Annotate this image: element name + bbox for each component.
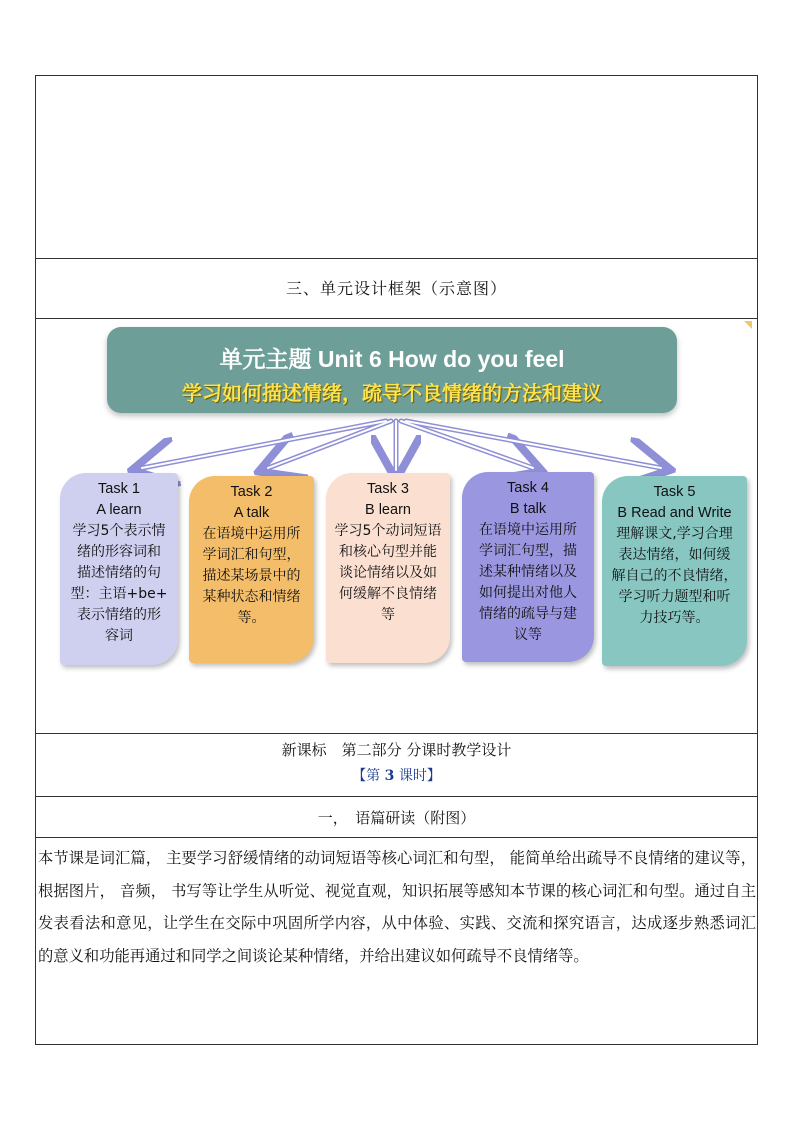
task-3-line: 等 [381, 607, 395, 623]
task-2-card [189, 476, 314, 663]
task-4-line: 在语境中运用所 [479, 522, 577, 538]
task-1-line: 容词 [105, 628, 133, 644]
lesson-num: 3 [384, 768, 395, 784]
task-1-line: 型：主语+be+ [70, 586, 168, 602]
task-3-sub: B learn [365, 502, 411, 518]
unit-theme-subtitle: 学习如何描述情绪，疏导不良情绪的方法和建议 [182, 381, 602, 405]
corner-decoration [744, 321, 752, 329]
task-5-name: Task 5 [653, 484, 696, 500]
lesson-suffix: 课时】 [394, 768, 441, 784]
task-4-line: 学词汇句型，描 [479, 543, 577, 559]
task-3-line: 何缓解不良情绪 [339, 586, 437, 602]
reading-title: 一， 语篇研读（附图） [317, 809, 476, 827]
task-4-line: 述某种情绪以及 [479, 564, 577, 580]
part2-header: 新课标 第二部分 分课时教学设计 [281, 741, 512, 759]
task-5-line: 解自己的不良情绪， [611, 568, 738, 584]
task-2-name: Task 2 [230, 484, 273, 500]
task-5-line: 表达情绪，如何缓 [618, 547, 731, 563]
task-3-line: 学习5个动词短语 [334, 523, 442, 539]
row-divider [36, 837, 757, 838]
unit-theme-banner [107, 327, 677, 413]
task-5-card [602, 476, 747, 666]
task-1-name: Task 1 [98, 481, 140, 497]
unit-theme-title: 单元主题 Unit 6 How do you feel [219, 346, 565, 372]
task-5-line: 理解课文,学习合理 [616, 526, 733, 542]
task-3-line: 谈论情绪以及如 [339, 565, 437, 581]
task-4-line: 情绪的疏导与建 [479, 606, 577, 622]
diagram-arrows [36, 76, 759, 496]
task-3-name: Task 3 [367, 481, 409, 497]
task-2-line: 学词汇和句型， [202, 547, 301, 563]
task-3-line: 和核心句型并能 [339, 544, 437, 560]
task-4-line: 如何提出对他人 [479, 585, 577, 601]
lesson-number [36, 765, 757, 785]
task-1-line: 描述情绪的句 [77, 565, 161, 581]
row-divider [36, 733, 757, 734]
task-4-line: 议等 [514, 627, 542, 643]
task-1-line: 学习5个表示情 [72, 523, 166, 539]
arrow-lines [142, 421, 661, 470]
task-1-card [60, 473, 178, 665]
task-5-line: 力技巧等。 [639, 610, 710, 626]
task-4-name: Task 4 [507, 480, 549, 496]
task-3-card [326, 473, 450, 663]
task-2-line: 描述某场景中的 [202, 568, 301, 584]
task-5-line: 学习听力题型和听 [618, 589, 731, 605]
task-1-line: 表示情绪的形 [77, 607, 161, 623]
lesson-prefix: 【第 [352, 768, 385, 784]
task-1-sub: A learn [96, 502, 142, 518]
task-2-sub: A talk [233, 505, 270, 521]
task-4-sub: B talk [509, 501, 547, 517]
task-4-card [462, 472, 594, 662]
task-5-sub: B Read and Write [617, 505, 732, 521]
task-2-line: 等。 [237, 610, 266, 626]
design-table [35, 75, 758, 1045]
row-divider [36, 796, 757, 797]
task-2-line: 在语境中运用所 [202, 526, 301, 542]
reading-paragraph: 本节课是词汇篇， 主要学习舒缓情绪的动词短语等核心词汇和句型， 能简单给出疏导不良情绪的建议等， 根据图片， 音频， 书写等让学生从听觉、视觉直观，知识拓展等感知本节课的核心词汇和句型。通过自主发表看法和意见，让学生在交际中巩固所学内容，从中体验、实践、交流和探究语言，达成逐步熟悉词汇的意义和功能再通过和同学之间谈论某种情绪，并给出建议如何疏导不良情绪等。 [38, 849, 756, 965]
task-2-line: 某种状态和情绪 [202, 589, 301, 605]
task-1-line: 绪的形容词和 [77, 544, 161, 560]
section-title: 三、单元设计框架（示意图） [285, 279, 507, 298]
